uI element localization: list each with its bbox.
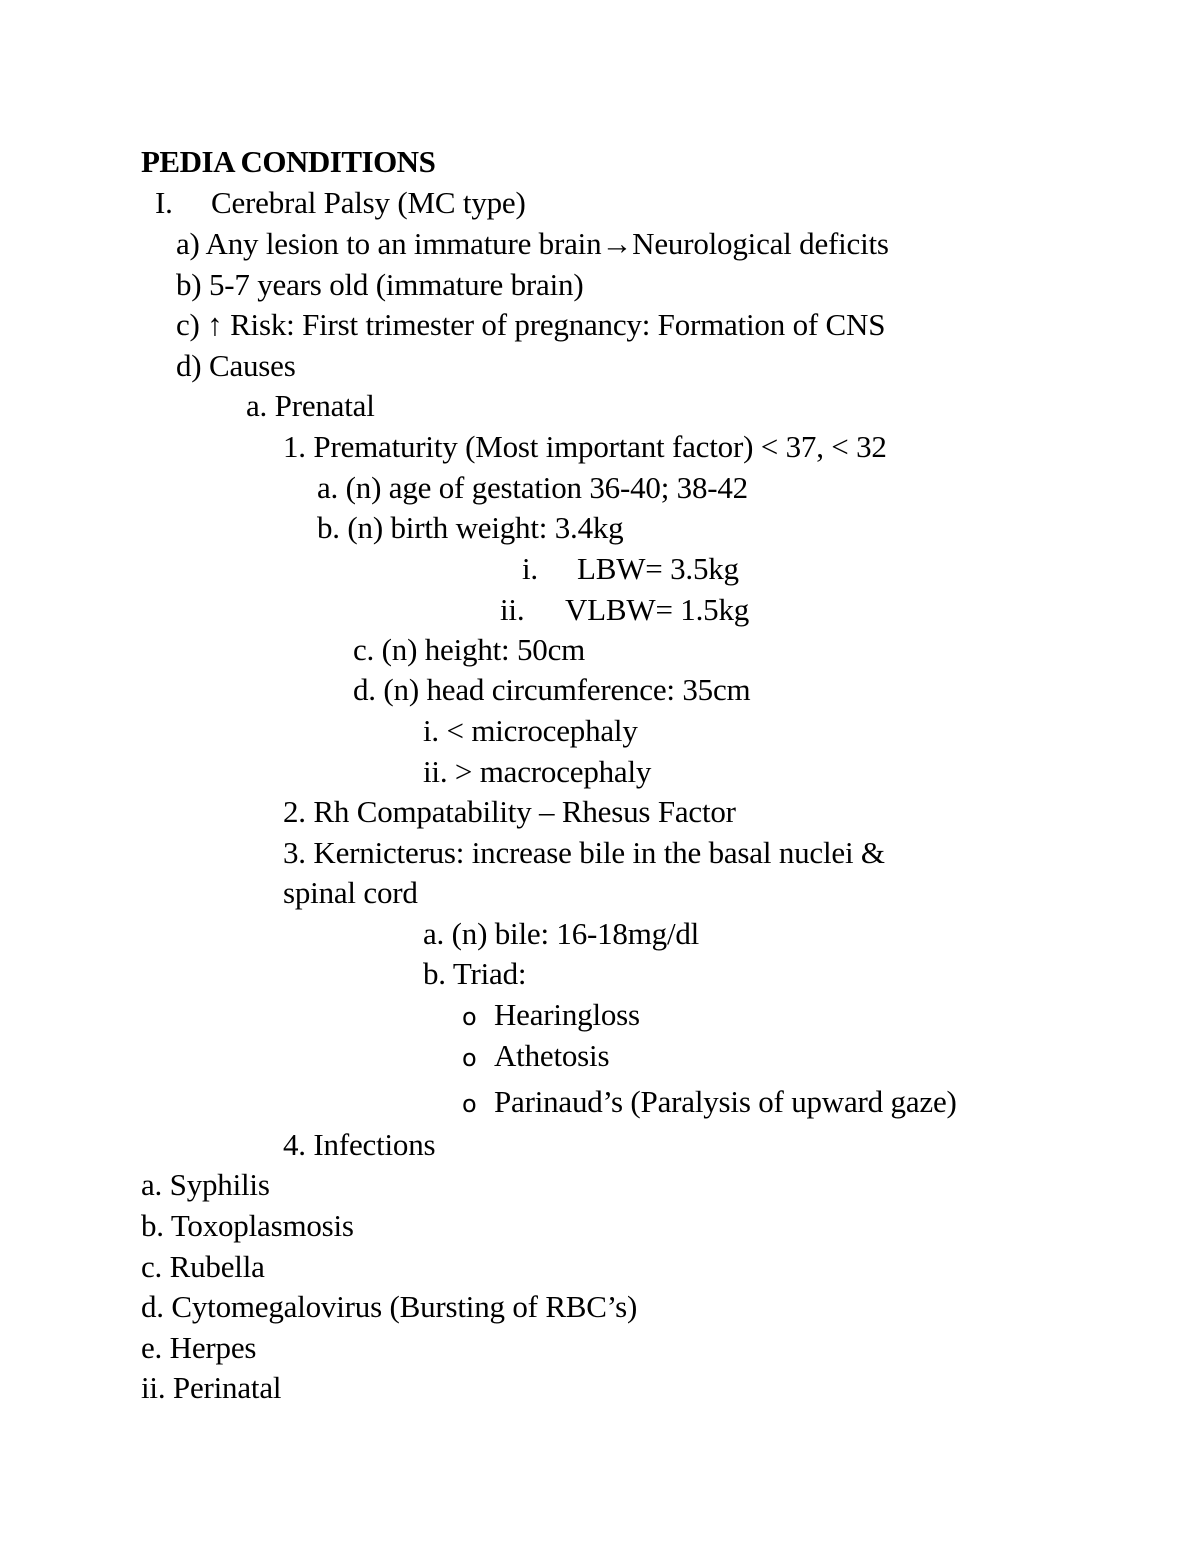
list-item: a. Prenatal [246,388,375,423]
bullet-text: Athetosis [494,1038,610,1073]
list-item: e. Herpes [141,1330,257,1365]
list-item: c. Rubella [141,1249,265,1284]
list-item: d. Cytomegalovirus (Bursting of RBC’s) [141,1289,638,1324]
list-item: ii. Perinatal [141,1370,282,1405]
bullet-text: Parinaud’s (Paralysis of upward gaze) [494,1084,957,1119]
list-item: c. (n) height: 50cm [353,632,586,667]
list-item: 2. Rh Compatability – Rhesus Factor [283,794,736,829]
list-item: VLBW= 1.5kg [565,592,750,627]
list-item: i. < microcephaly [423,713,638,748]
list-item: 1. Prematurity (Most important factor) < 37, < 32 [283,429,887,464]
section-heading [155,183,526,223]
list-item: a) Any lesion to an immature brain→Neurological deficits [176,226,889,261]
list-item: b) 5-7 years old (immature brain) [176,267,584,302]
list-item-continuation: spinal cord [283,875,418,910]
bullet-item [462,995,640,1037]
list-item: b. Toxoplasmosis [141,1208,354,1243]
bullet-text: Hearingloss [494,997,640,1032]
list-item: ii. > macrocephaly [423,754,652,789]
list-item: 4. Infections [283,1127,436,1162]
list-item: 3. Kernicterus: increase bile in the basal nuclei & [283,835,885,870]
list-item: a. (n) age of gestation 36-40; 38-42 [317,470,748,505]
list-item: a. Syphilis [141,1167,270,1202]
list-item: d. (n) head circumference: 35cm [353,672,751,707]
list-item: d) Causes [176,348,296,383]
list-item: c) ↑ Risk: First trimester of pregnancy: Formation of CNS [176,307,886,342]
section-marker: I. [155,185,173,220]
bullet-item [462,1082,957,1124]
bullet-marker: o [462,1003,477,1031]
list-item: LBW= 3.5kg [577,551,739,586]
list-item: b. (n) birth weight: 3.4kg [317,510,624,545]
list-item: a. (n) bile: 16-18mg/dl [423,916,700,951]
list-item-marker: ii. [500,592,525,627]
bullet-marker: o [462,1090,477,1118]
list-item: b. Triad: [423,956,527,991]
bullet-marker: o [462,1044,477,1072]
bullet-item [462,1036,609,1078]
list-item-marker: i. [522,551,538,586]
page-title: PEDIA CONDITIONS [141,144,436,179]
section-heading-text: Cerebral Palsy (MC type) [211,185,526,220]
